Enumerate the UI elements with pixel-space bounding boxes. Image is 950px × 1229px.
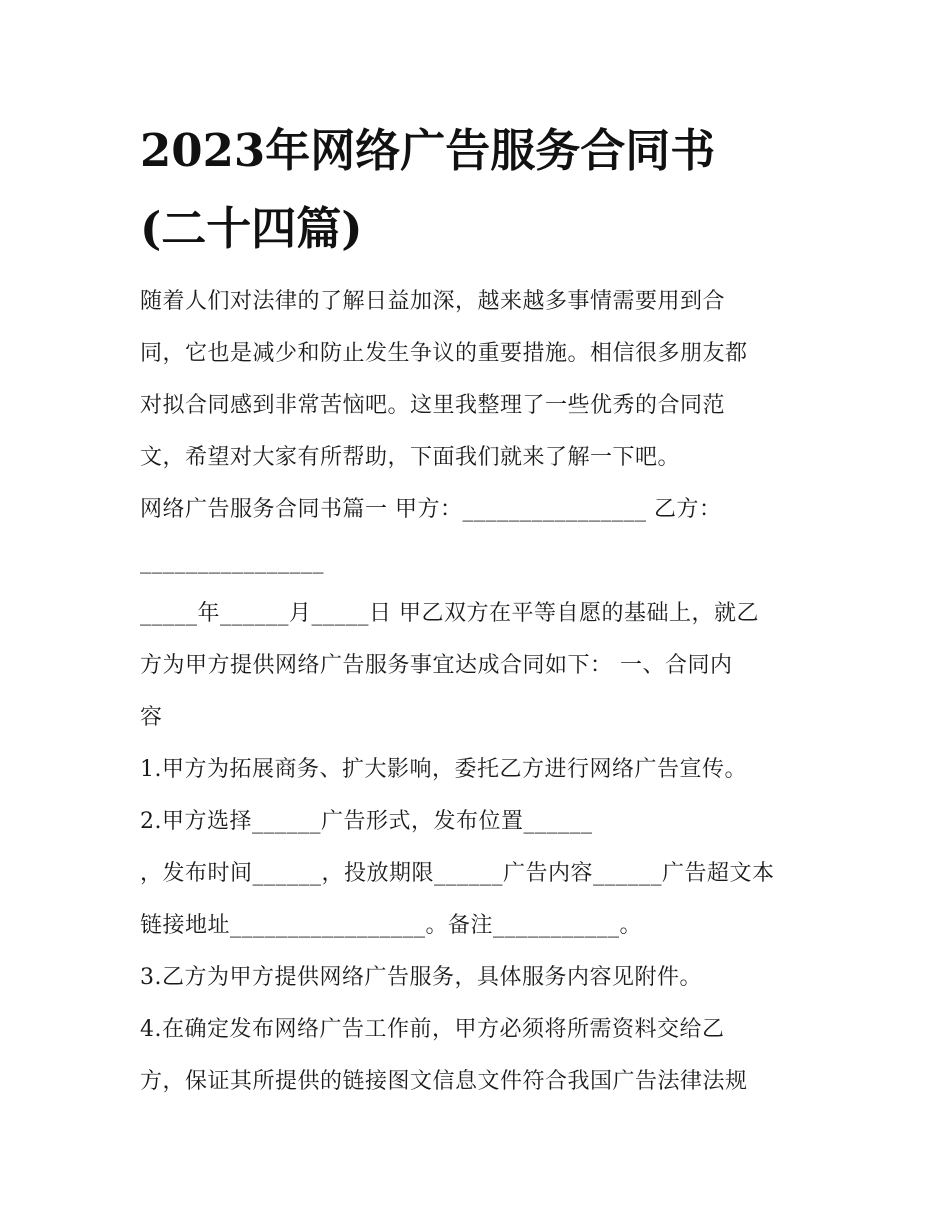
body-line: 容	[140, 705, 163, 730]
body-line: ，发布时间______，投放期限______广告内容______广告超文本	[140, 861, 775, 886]
body-line: 网络广告服务合同书篇一 甲方：________________ 乙方：	[140, 497, 722, 522]
body-line: 对拟合同感到非常苦恼吧。这里我整理了一些优秀的合同范	[140, 393, 726, 418]
body-line: _____年______月_____日 甲乙双方在平等自愿的基础上，就乙	[140, 601, 759, 626]
document-title	[140, 112, 820, 268]
title-line-2: (二十四篇)	[140, 202, 363, 255]
body-line: 链接地址_________________。备注___________。	[140, 913, 643, 938]
body-line: 3.乙方为甲方提供网络广告服务，具体服务内容见附件。	[140, 965, 702, 990]
title-line-1: 2023年网络广告服务合同书	[140, 124, 716, 177]
body-line: 随着人们对法律的了解日益加深，越来越多事情需要用到合	[140, 289, 726, 314]
body-line: 文，希望对大家有所帮助，下面我们就来了解一下吧。	[140, 445, 681, 470]
body-line: 同，它也是减少和防止发生争议的重要措施。相信很多朋友都	[140, 341, 748, 366]
body-line: 4.在确定发布网络广告工作前，甲方必须将所需资料交给乙	[140, 1017, 725, 1042]
body-line: 1.甲方为拓展商务、扩大影响，委托乙方进行网络广告宣传。	[140, 757, 747, 782]
body-line: 方，保证其所提供的链接图文信息文件符合我国广告法律法规	[140, 1069, 748, 1094]
body-line: 2.甲方选择______广告形式，发布位置______	[140, 809, 593, 834]
body-line: ________________	[140, 549, 324, 574]
document-body	[140, 276, 820, 1108]
body-line: 方为甲方提供网络广告服务事宜达成合同如下： 一、合同内	[140, 653, 733, 678]
